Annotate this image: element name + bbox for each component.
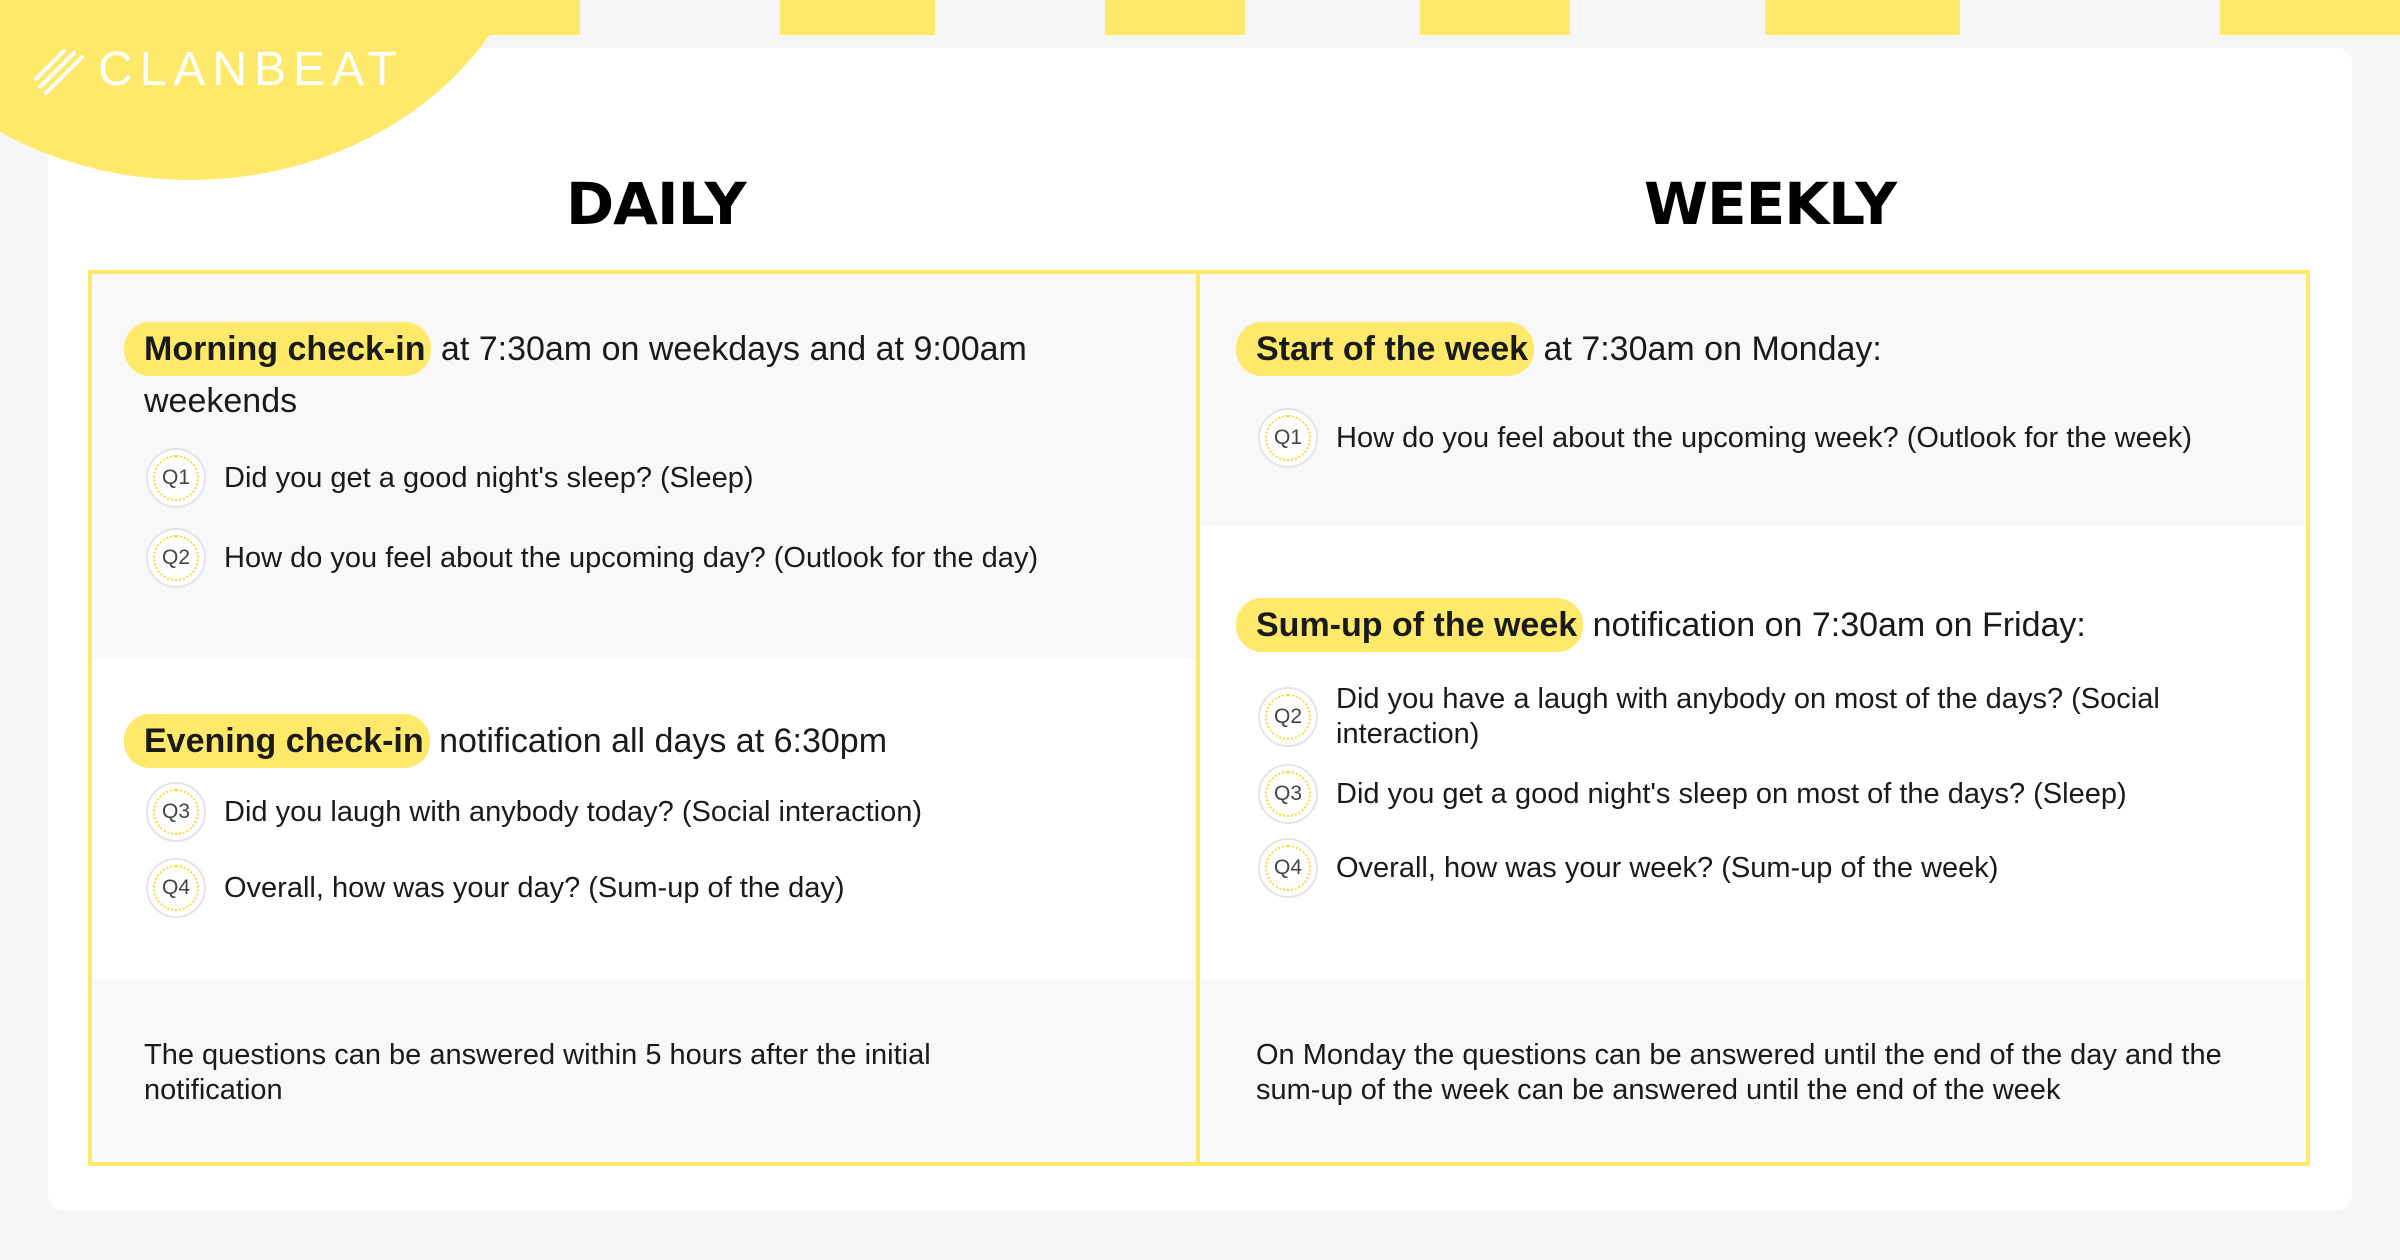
question-text: Did you get a good night's sleep? (Sleep) xyxy=(224,461,754,494)
daily-note-section xyxy=(92,980,1196,1162)
question-badge: Q4 xyxy=(146,858,206,918)
question-item xyxy=(146,858,1124,918)
daily-note: The questions can be answered within 5 hours after the initial notification xyxy=(144,1039,931,1106)
top-stripe xyxy=(2220,0,2400,35)
daily-evening-section xyxy=(92,658,1196,980)
column-divider xyxy=(1196,270,1200,1166)
question-item xyxy=(146,448,1064,508)
morning-text: at 7:30am on weekdays and at 9:00am weekends xyxy=(144,330,1027,420)
daily-morning-section xyxy=(92,274,1196,658)
evening-text: notification all days at 6:30pm xyxy=(429,722,888,760)
morning-pill: Morning check-in xyxy=(124,322,431,376)
question-item xyxy=(146,782,1124,842)
question-text: Overall, how was your week? (Sum-up of the week) xyxy=(1336,851,1999,884)
start-pill: Start of the week xyxy=(1236,322,1534,376)
question-text: Did you have a laugh with anybody on most of the days? (Social interaction) xyxy=(1336,683,2160,750)
top-stripe xyxy=(1420,0,1570,35)
top-stripe xyxy=(1105,0,1245,35)
evening-pill: Evening check-in xyxy=(124,714,430,768)
question-text: How do you feel about the upcoming week? (Outlook for the week) xyxy=(1336,421,2192,454)
weekly-start-section xyxy=(1200,274,2306,526)
question-item xyxy=(1258,764,2236,824)
top-stripe xyxy=(780,0,935,35)
question-badge: Q3 xyxy=(146,782,206,842)
weekly-note-section xyxy=(1200,980,2306,1162)
question-badge: Q1 xyxy=(1258,408,1318,468)
sumup-text: notification on 7:30am on Friday: xyxy=(1583,606,2086,644)
start-heading xyxy=(1256,322,2256,376)
question-item xyxy=(1258,408,2236,468)
weekly-title: WEEKLY xyxy=(1644,170,1897,238)
start-text: at 7:30am on Monday: xyxy=(1534,330,1882,368)
question-item xyxy=(146,528,1064,588)
weekly-sumup-section xyxy=(1200,526,2306,980)
question-badge: Q3 xyxy=(1258,764,1318,824)
question-badge: Q2 xyxy=(1258,687,1318,747)
brand-logo xyxy=(34,42,404,97)
question-item xyxy=(1258,682,2176,752)
question-text: Overall, how was your day? (Sum-up of the day) xyxy=(224,871,845,904)
evening-heading xyxy=(144,714,1144,768)
slash-lines-icon xyxy=(34,45,84,95)
question-badge: Q2 xyxy=(146,528,206,588)
weekly-note: On Monday the questions can be answered until the end of the day and the sum-up of the week can be answered until the end of the week xyxy=(1256,1039,2222,1106)
question-text: Did you laugh with anybody today? (Social interaction) xyxy=(224,795,923,828)
question-item xyxy=(1258,838,2236,898)
question-badge: Q4 xyxy=(1258,838,1318,898)
question-text: Did you get a good night's sleep on most of the days? (Sleep) xyxy=(1336,777,2127,810)
question-badge: Q1 xyxy=(146,448,206,508)
sumup-heading xyxy=(1256,598,2256,652)
morning-heading xyxy=(144,322,1144,426)
sumup-pill: Sum-up of the week xyxy=(1236,598,1583,652)
top-stripe xyxy=(1765,0,1960,35)
daily-title: DAILY xyxy=(566,170,746,238)
brand-name: CLANBEAT xyxy=(98,43,404,96)
question-text: How do you feel about the upcoming day? (Outlook for the day) xyxy=(224,541,1039,574)
